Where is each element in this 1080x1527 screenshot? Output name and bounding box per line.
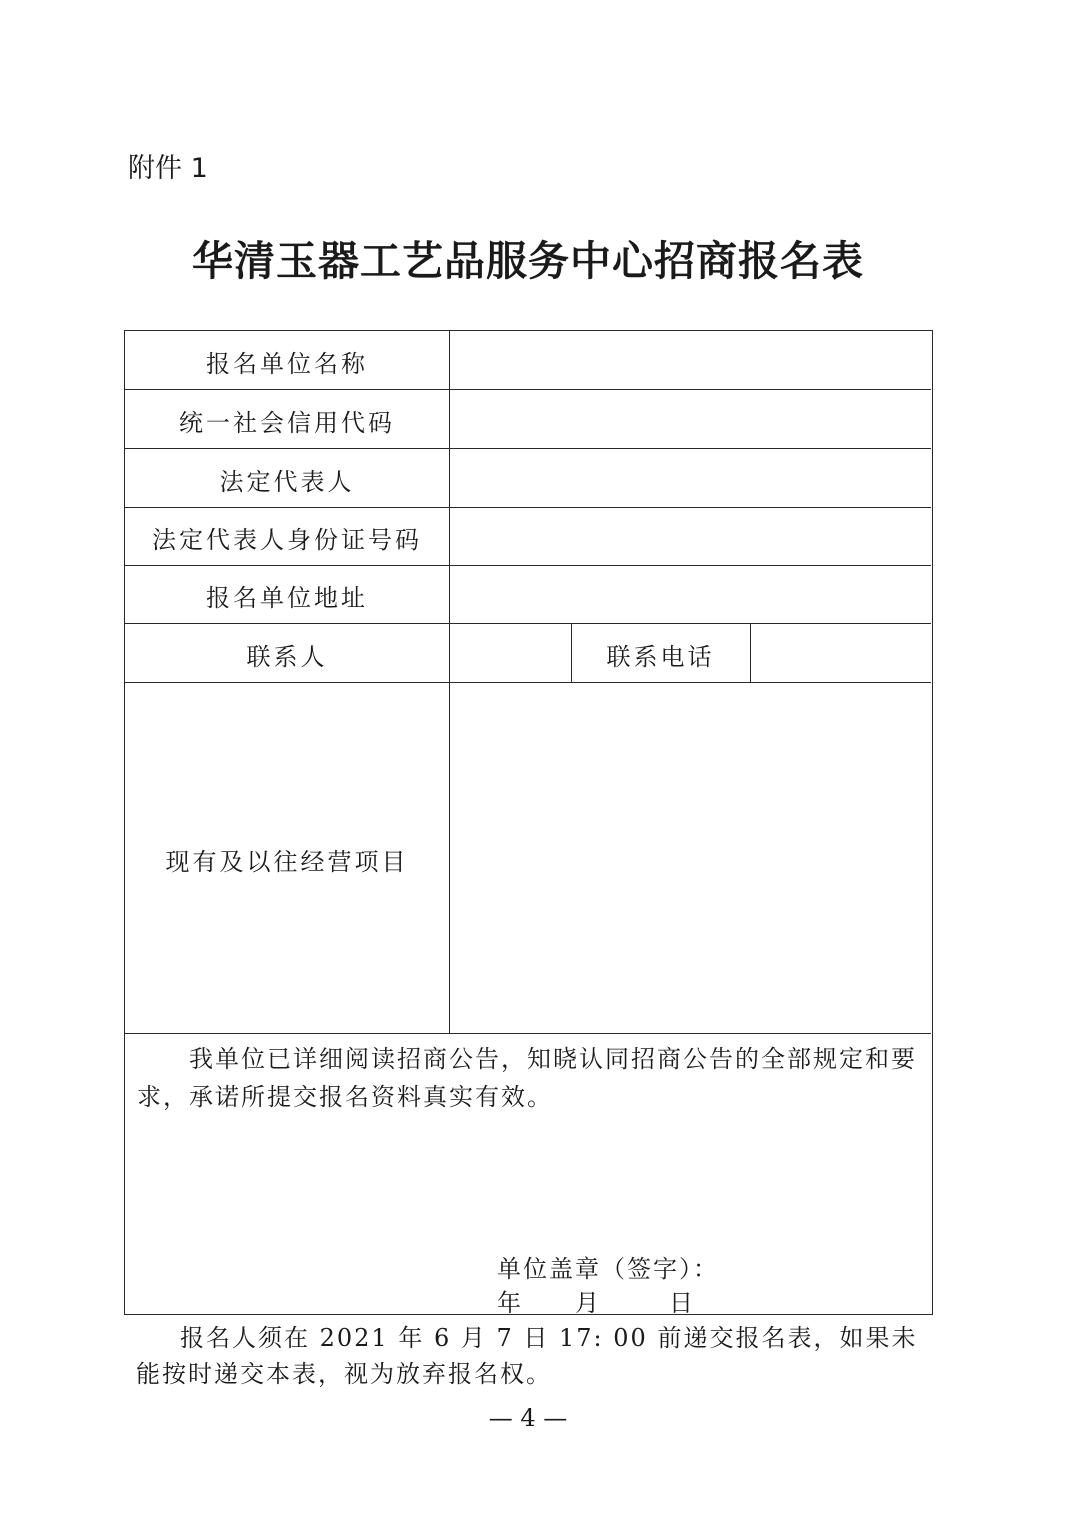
date-year: 年 <box>497 1289 521 1317</box>
registration-form <box>124 330 933 1315</box>
deadline-note: 报名人须在 2021 年 6 月 7 日 17: 00 前递交报名表，如果未能按时递交本表，视为放弃报名权。 <box>136 1324 918 1388</box>
contact-person-field[interactable] <box>451 624 571 682</box>
contact-phone-label: 联系电话 <box>606 643 715 671</box>
contact-phone-field[interactable] <box>752 624 931 682</box>
legal-rep-id-label: 法定代表人身份证号码 <box>152 526 422 554</box>
column-divider <box>750 623 751 682</box>
unit-name-field[interactable] <box>451 331 931 389</box>
pledge-text: 我单位已详细阅读招商公告，知晓认同招商公告的全部规定和要求，承诺所提交报名资料真实有效。 <box>137 1045 917 1111</box>
column-divider <box>449 331 450 1033</box>
attachment-label: 附件 1 <box>128 153 208 184</box>
form-title: 华清玉器工艺品服务中心招商报名表 <box>192 237 864 285</box>
unit-address-label: 报名单位地址 <box>206 584 368 612</box>
contact-person-label: 联系人 <box>246 643 328 671</box>
legal-rep-id-field[interactable] <box>451 508 931 565</box>
projects-field[interactable] <box>451 683 931 1033</box>
date-month: 月 <box>575 1289 599 1317</box>
date-line <box>497 1283 693 1318</box>
page-number: — 4 — <box>488 1404 568 1432</box>
date-day: 日 <box>669 1289 693 1317</box>
seal-signature-label: 单位盖章（签字）： <box>497 1255 719 1283</box>
unit-name-label: 报名单位名称 <box>206 350 368 378</box>
credit-code-field[interactable] <box>451 390 931 448</box>
projects-label: 现有及以往经营项目 <box>165 848 409 876</box>
legal-rep-label: 法定代表人 <box>219 468 355 496</box>
credit-code-label: 统一社会信用代码 <box>179 409 395 437</box>
legal-rep-field[interactable] <box>451 449 931 507</box>
unit-address-field[interactable] <box>451 566 931 623</box>
